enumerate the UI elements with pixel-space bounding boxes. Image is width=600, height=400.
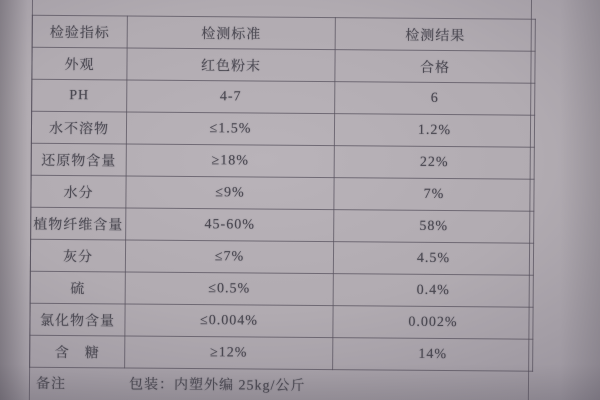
standard-cell: ≤9% [126,176,334,210]
table-row [30,271,533,307]
table-row [32,47,535,83]
table-row [30,303,533,339]
standard-cell: ≤0.004% [125,304,333,338]
header-standard: 检测标准 [127,16,335,50]
indicator-cell: 硫 [30,271,125,304]
standard-cell: ≥18% [126,144,334,178]
result-cell: 合格 [335,50,535,84]
result-cell: 0.4% [333,274,533,308]
result-cell: 58% [334,210,534,244]
table-row [30,335,533,371]
standard-cell: ≤1.5% [126,112,334,146]
indicator-cell: 水分 [31,175,126,208]
indicator-cell: 灰分 [30,239,125,272]
result-cell: 22% [334,146,534,180]
result-cell: 0.002% [333,306,533,340]
header-indicator: 检验指标 [32,15,127,48]
result-cell: 1.2% [334,114,534,148]
table-row [31,143,534,179]
table-row [31,207,534,243]
table-row [30,239,533,275]
indicator-cell: 外观 [32,47,127,80]
document-sheet [26,0,532,400]
result-cell: 14% [333,338,533,372]
result-cell: 6 [335,82,535,116]
indicator-cell: 还原物含量 [31,143,126,176]
indicator-cell: PH [32,79,127,112]
indicator-cell: 水不溶物 [31,111,126,144]
indicator-cell: 氯化物含量 [30,303,125,336]
standard-cell: ≤0.5% [125,272,333,306]
remark-label: 备注 [35,376,67,393]
header-row [32,15,535,51]
table-row [31,111,534,147]
standard-cell: 红色粉末 [127,48,335,82]
standard-cell: 45-60% [126,208,334,242]
indicator-cell: 植物纤维含量 [31,207,126,240]
header-result: 检测结果 [335,18,535,52]
table-row [32,79,535,115]
inspection-table [29,15,536,372]
standard-cell: 4-7 [127,80,335,114]
remark-row [29,368,528,400]
standard-cell: ≥12% [125,336,333,370]
table-row [31,175,534,211]
indicator-cell: 含 糖 [30,335,125,368]
remark-packaging-value: 包装：内塑外编 25kg/公斤 [128,377,306,394]
standard-cell: ≤7% [125,240,333,274]
result-cell: 7% [334,178,534,212]
result-cell: 4.5% [333,242,533,276]
